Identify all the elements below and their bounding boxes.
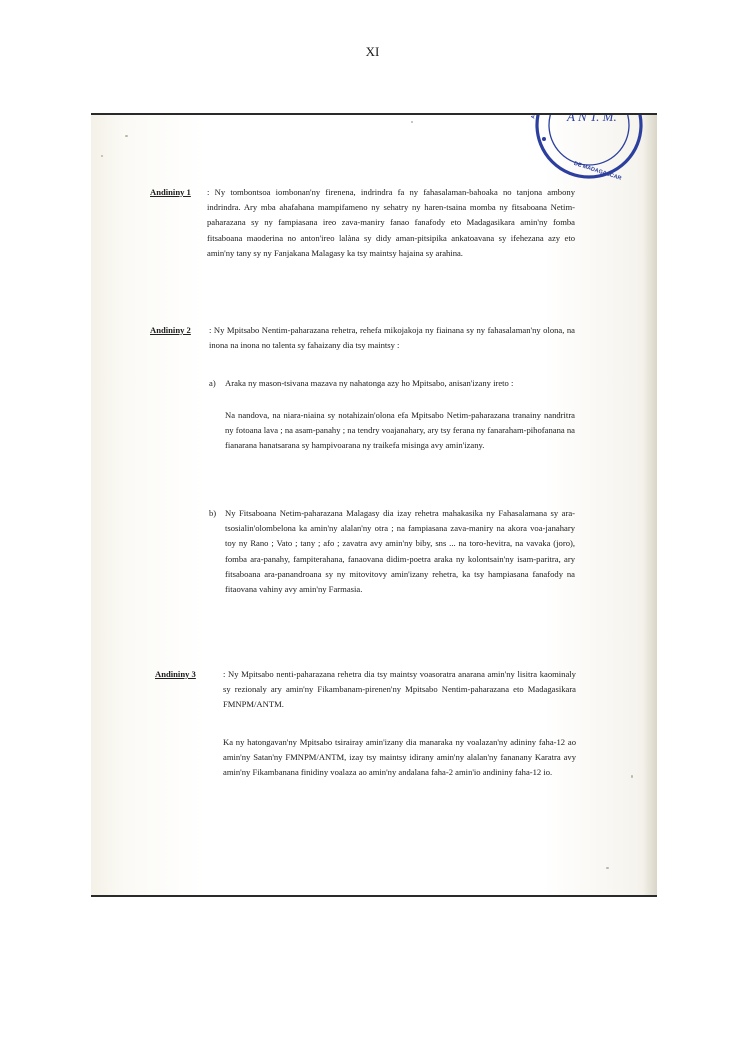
item-a-letter: a) [209, 378, 216, 388]
seal-side-text: ASS. [530, 106, 539, 120]
seal-dot [542, 137, 546, 141]
scan-speck [606, 867, 609, 869]
scan-speck [101, 155, 103, 157]
article-1-heading: Andininy 1 [150, 187, 191, 197]
article-3-separator: : [223, 669, 229, 679]
item-b-letter: b) [209, 508, 217, 518]
article-1-separator: : [207, 187, 215, 197]
association-seal-stamp [527, 106, 645, 195]
article-2-text: Ny Mpitsabo Nentim-paharazana rehetra, rehefa mikojakoja ny fiainana sy ny fahasalaman'ny olona, na inona na inona no talenta sy fahaizany dia tsy maintsy : [209, 325, 575, 351]
article-2-body [209, 323, 575, 353]
article-1-text: Ny tombontsoa iombonan'ny firenena, indrindra fa ny fahasalaman-bahoaka no tanjona ambony indrindra. Ary mba ahafahana mampifameno ny sehatry ny haren-tsaina momba ny fitsaboana Netim-paharazana sy ny fampiasana ireo zava-maniry fanao fanafody eto Madagasikara amin'ny fomba fitsaboana maoderina no anton'ireo lalàna sy didy aman-pitsipika ankatoavana sy ifehezana azy eto amin'ny tany sy ny Fanjakana Malagasy ka tsy maintsy hajaina sy arahina. [207, 187, 575, 258]
item-b-text: Ny Fitsaboana Netim-paharazana Malagasy dia izay rehetra mahakasika ny Fahasalamana sy ara-tsosialin'olombelona ka amin'ny alalan'ny otra ; na fampiasana zava-maniry na akora voa-janahary toy ny Rano ; Vato ; tany ; afo ; zavatra avy amin'ny biby, sns ... na toro-hevitra, na vavaka (joro), fomba ara-panahy, fampiterahana, fanaovana didim-poetra araka ny kolontsain'ny isam-paritra, ary fitsaboana ara-panandroana sy ny mitovitovy amin'izany rehetra, ka tsy hampiasana fanafody na fitaovana vahiny avy amin'ny Farmasia. [225, 508, 575, 595]
article-3-body [223, 667, 576, 713]
scan-speck [631, 775, 633, 778]
article-2-heading: Andininy 2 [150, 325, 191, 335]
article-1-body [207, 185, 575, 261]
article-3-body-2: Ka ny hatongavan'ny Mpitsabo tsirairay amin'izany dia manaraka ny voalazan'ny adininy faha-12 ao amin'ny Satan'ny FMNPM/ANTM, izay tsy maintsy idirany amin'ny alalan'ny fananany Karatra avy amin'ny Fikambanana finidiny voalaza ao amin'ny andalana faha-2 amin'io andininy faha-12 io. [223, 737, 576, 778]
scan-speck [411, 121, 413, 123]
scan-edge-shadow [643, 115, 657, 895]
article-3-heading: Andininy 3 [155, 669, 196, 679]
item-a-extra: Na nandova, na niara-niaina sy notahizain'olona efa Mpitsabo Netim-paharazana tranainy nandritra ny fotoana lava ; na asam-panahy ; na tendry voajanahary, ary tsy ferana ny fanaraham-pihofanana na fianarana hanatsarana sy hampivoarana ny traikefa misinga avy amin'izany. [225, 410, 575, 451]
seal-bottom-text: DE MADAGASCAR [573, 160, 622, 182]
page-number: XI [365, 44, 380, 59]
article-2-separator: : [209, 325, 214, 335]
scan-speck [125, 135, 128, 137]
scanned-document [91, 106, 657, 897]
item-a-text: Araka ny mason-tsivana mazava ny nahatonga azy ho Mpitsabo, anisan'izany ireto : [225, 378, 514, 388]
seal-top-text: A N T. M. [567, 109, 617, 124]
article-3-text: Ny Mpitsabo nenti-paharazana rehetra dia tsy maintsy voasoratra anarana amin'ny lisitra kaominaly sy rezionaly ary amin'ny Fikambanam-pirenen'ny Mpitsabo Nentim-paharazana eto Madagasikara FMNPM/ANTM. [223, 669, 576, 710]
